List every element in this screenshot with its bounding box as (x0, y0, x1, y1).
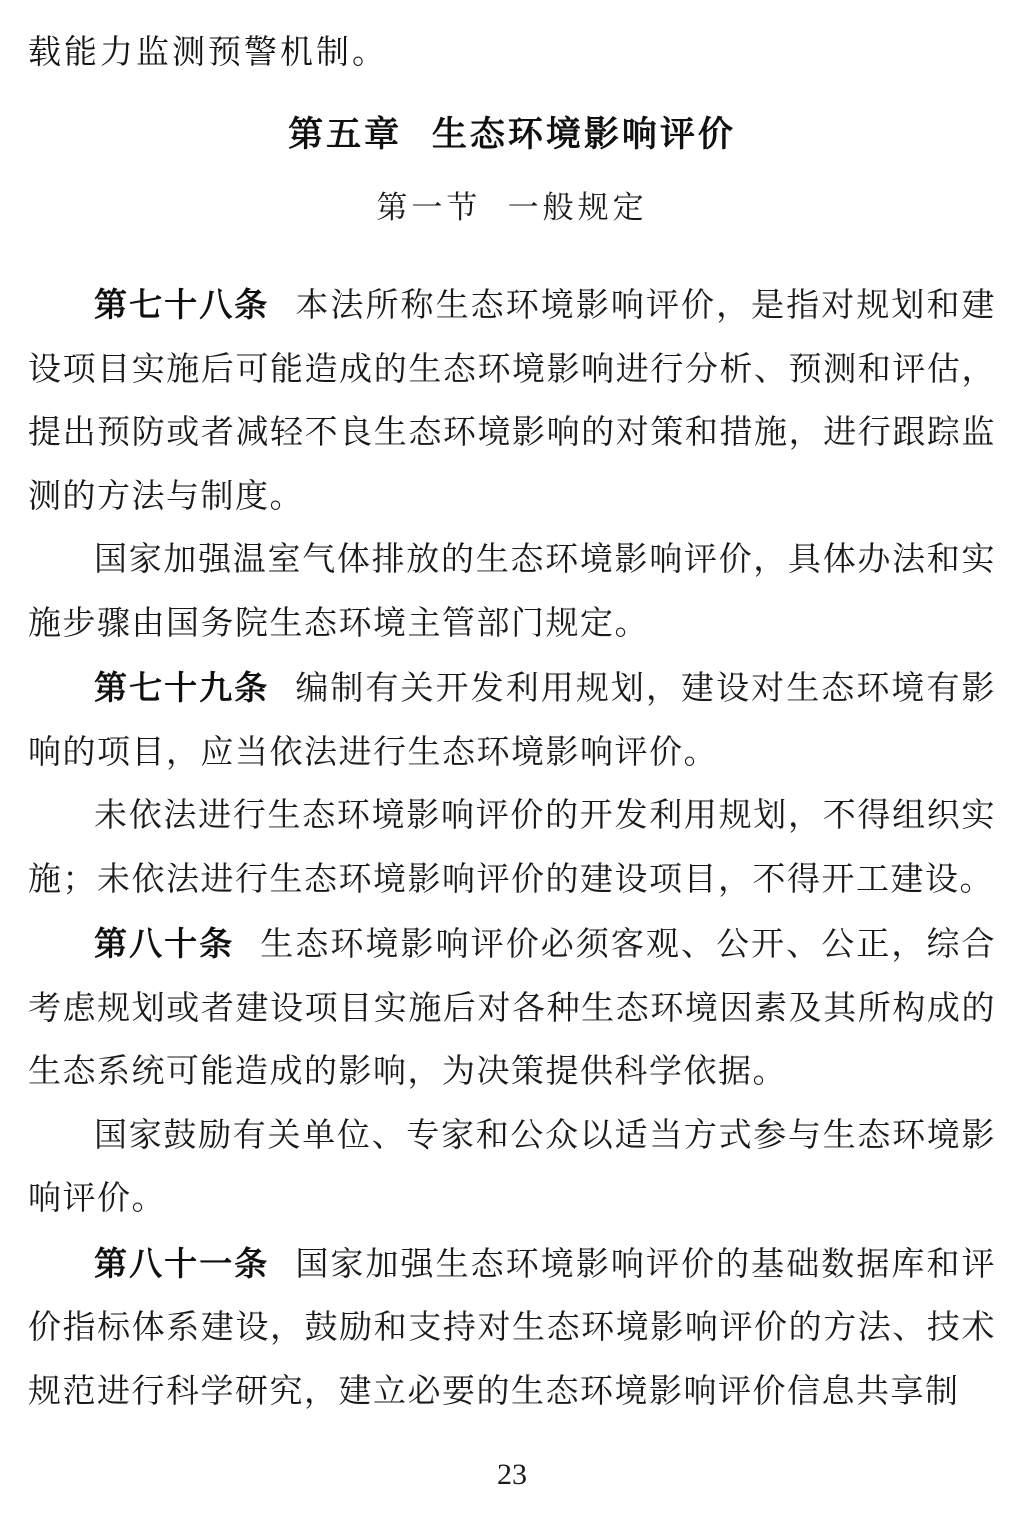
chapter-number: 第五章 (288, 115, 403, 154)
paragraph-text: 本法所称生态环境影响评价，是指对规划和建设项目实施后可能造成的生态环境影响进行分析、预测和评估，提出预防或者减轻不良生态环境影响的对策和措施，进行跟踪监测的方法与制度。 (28, 288, 996, 515)
section-heading (28, 188, 996, 228)
paragraph-text: 国家加强生态环境影响评价的基础数据库和评价指标体系建设，鼓励和支持对生态环境影响评价的方法、技术规范进行科学研究，建立必要的生态环境影响评价信息共享制 (28, 1246, 996, 1410)
article-number: 第八十条 (94, 925, 235, 962)
paragraph-article-81 (28, 1232, 996, 1425)
paragraph-article-80 (28, 912, 996, 1105)
chapter-title: 生态环境影响评价 (431, 115, 736, 154)
paragraph-text: 未依法进行生态环境影响评价的开发利用规划，不得组织实施；未依法进行生态环境影响评价的建设项目，不得开工建设。 (28, 798, 996, 898)
paragraph-article-80-clause-2 (28, 1105, 996, 1232)
continuation-line: 载能力监测预警机制。 (28, 35, 388, 71)
body-text (28, 273, 996, 1424)
paragraph-article-79 (28, 656, 996, 785)
paragraph-article-78-clause-2 (28, 529, 996, 656)
chapter-heading (28, 115, 996, 155)
article-number: 第八十一条 (94, 1244, 270, 1282)
article-number: 第七十九条 (94, 669, 270, 706)
paragraph-text: 国家加强温室气体排放的生态环境影响评价，具体办法和实施步骤由国务院生态环境主管部门规定。 (28, 542, 996, 642)
paragraph-text: 生态环境影响评价必须客观、公开、公正，综合考虑规划或者建设项目实施后对各种生态环境因素及其所构成的生态系统可能造成的影响，为决策提供科学依据。 (28, 927, 996, 1090)
paragraph-article-78 (28, 273, 996, 529)
section-number: 第一节 (376, 190, 482, 225)
paragraph-article-79-clause-2 (28, 785, 996, 912)
paragraph-text: 编制有关开发利用规划，建设对生态环境有影响的项目，应当依法进行生态环境影响评价。 (28, 671, 996, 771)
section-title: 一般规定 (507, 190, 648, 225)
article-number: 第七十八条 (94, 286, 270, 323)
paragraph-text: 国家鼓励有关单位、专家和公众以适当方式参与生态环境影响评价。 (28, 1117, 996, 1217)
page-number: 23 (497, 1458, 527, 1491)
